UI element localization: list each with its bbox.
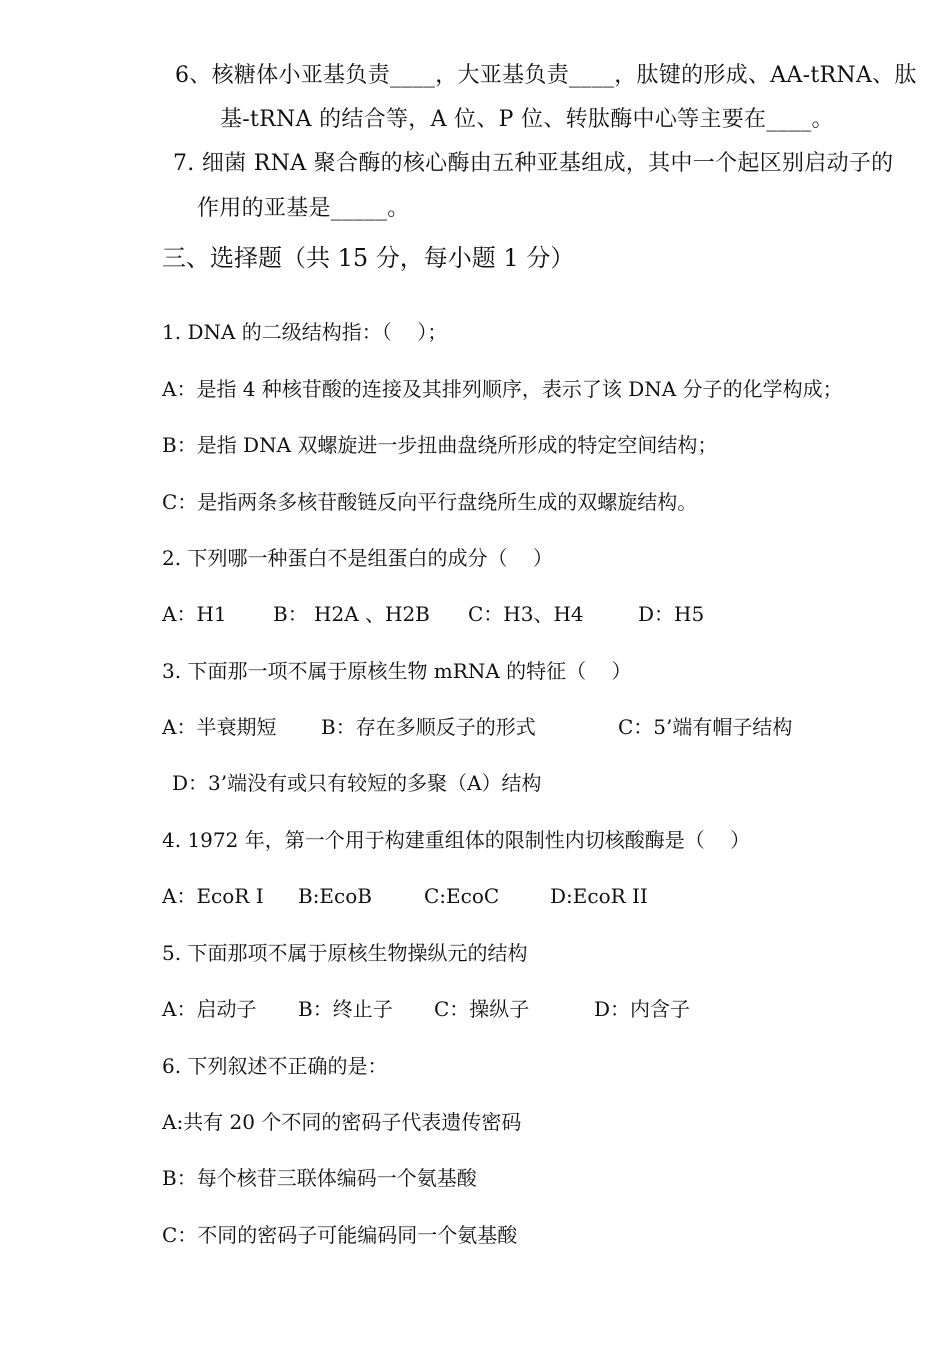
question-5-options bbox=[162, 995, 862, 1023]
question-1-option-b: B：是指 DNA 双螺旋进一步扭曲盘绕所形成的特定空间结构； bbox=[162, 433, 718, 457]
question-2-option-b: B： H2A 、H2B bbox=[273, 602, 430, 626]
question-6-option-b: B：每个核苷三联体编码一个氨基酸 bbox=[162, 1166, 477, 1190]
question-3-options bbox=[162, 713, 882, 741]
question-4-option-a: A：EcoR I bbox=[162, 884, 264, 908]
fill-q7-line2: 作用的亚基是_____。 bbox=[197, 196, 410, 221]
question-5-option-a: A：启动子 bbox=[162, 997, 257, 1021]
question-4-option-c: C:EcoC bbox=[424, 884, 500, 908]
question-5-option-d: D：内含子 bbox=[594, 997, 691, 1021]
question-4-option-d: D:EcoR II bbox=[550, 884, 648, 908]
question-3-option-b: B：存在多顺反子的形式 bbox=[321, 715, 536, 739]
question-2-stem: 2. 下列哪一种蛋白不是组蛋白的成分（ ） bbox=[162, 546, 553, 570]
question-1-option-a: A：是指 4 种核苷酸的连接及其排列顺序，表示了该 DNA 分子的化学构成； bbox=[162, 377, 843, 401]
question-2-option-c: C：H3、H4 bbox=[468, 602, 584, 626]
question-1-option-c: C：是指两条多核苷酸链反向平行盘绕所生成的双螺旋结构。 bbox=[162, 490, 698, 514]
question-3-stem: 3. 下面那一项不属于原核生物 mRNA 的特征（ ） bbox=[162, 659, 632, 683]
question-4-options bbox=[162, 882, 862, 910]
question-5-option-b: B：终止子 bbox=[298, 997, 393, 1021]
question-1-stem: 1. DNA 的二级结构指：（ ）； bbox=[162, 320, 448, 344]
fill-q6-line2: 基-tRNA 的结合等，A 位、P 位、转肽酶中心等主要在____。 bbox=[220, 107, 834, 132]
question-4-stem: 4. 1972 年，第一个用于构建重组体的限制性内切核酸酶是（ ） bbox=[162, 828, 751, 852]
question-2-option-d: D：H5 bbox=[638, 602, 705, 626]
question-6-option-c: C：不同的密码子可能编码同一个氨基酸 bbox=[162, 1223, 518, 1247]
question-6-stem: 6. 下列叙述不正确的是： bbox=[162, 1054, 388, 1078]
question-5-option-c: C：操纵子 bbox=[434, 997, 530, 1021]
question-3-option-d: D：3’端没有或只有较短的多聚（A）结构 bbox=[172, 771, 542, 795]
section-title: 三、选择题（共 15 分，每小题 1 分） bbox=[162, 244, 575, 272]
question-3-option-a: A：半衰期短 bbox=[162, 715, 277, 739]
question-3-option-c: C：5’端有帽子结构 bbox=[618, 715, 793, 739]
fill-q7-line1: 7. 细菌 RNA 聚合酶的核心酶由五种亚基组成，其中一个起区别启动子的 bbox=[173, 151, 894, 176]
question-2-option-a: A：H1 bbox=[162, 602, 227, 626]
question-6-option-a: A:共有 20 个不同的密码子代表遗传密码 bbox=[162, 1110, 522, 1134]
fill-q6-line1: 6、核糖体小亚基负责____，大亚基负责____，肽键的形成、AA-tRNA、肽 bbox=[175, 63, 917, 88]
question-4-option-b: B:EcoB bbox=[298, 884, 372, 908]
question-2-options bbox=[162, 600, 862, 628]
question-5-stem: 5. 下面那项不属于原核生物操纵元的结构 bbox=[162, 941, 528, 965]
